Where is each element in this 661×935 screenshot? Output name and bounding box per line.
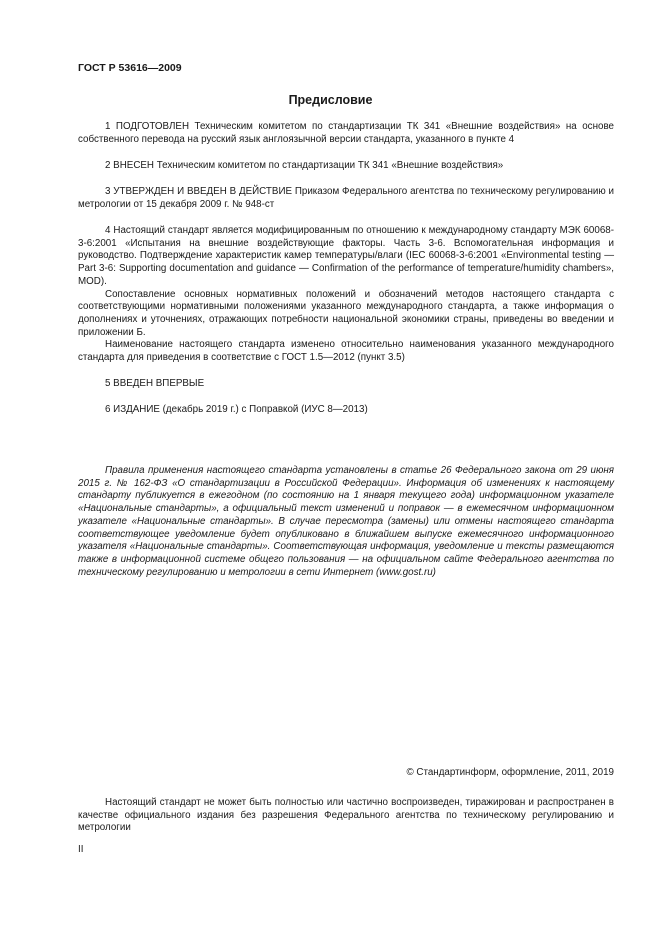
document-code: ГОСТ Р 53616—2009 [78,62,182,74]
paragraph-1: 1 ПОДГОТОВЛЕН Техническим комитетом по стандартизации ТК 341 «Внешние воздействия» на основе собственного перевода на русский язык англоязычной версии стандарта, указанного в пункте 4 [78,121,614,145]
page-title: Предисловие [288,93,373,107]
copyright-line: © Стандартинформ, оформление, 2011, 2019 [406,767,614,778]
page-number: II [78,844,84,855]
paragraph-3: 3 УТВЕРЖДЕН И ВВЕДЕН В ДЕЙСТВИЕ Приказом Федерального агентства по техническому регулированию и метрологии от 15 декабря 2009 г. № 948-ст [78,186,614,210]
paragraph-5: 5 ВВЕДЕН ВПЕРВЫЕ [105,378,205,390]
paragraph-6: 6 ИЗДАНИЕ (декабрь 2019 г.) с Поправкой (ИУС 8—2013) [105,404,368,416]
paragraph-4-comparison: Сопоставление основных нормативных положений и обозначений методов настоящего стандарта с соответствующими нормативными положениями указанного международного стандарта, а также информация о дополнениях и уточнениях, отражающих потребности национальной экономики страны, приведены во введении и приложении Б. [78,288,614,338]
foreword-body [78,121,614,417]
paragraph-2: 2 ВНЕСЕН Техническим комитетом по стандартизации ТК 341 «Внешние воздействия» [105,159,504,171]
application-rules-notice: Правила применения настоящего стандарта установлены в статье 26 Федерального закона от 29 июня 2015 г. № 162-ФЗ «О стандартизации в Российской Федерации». Информация об изменениях к настоящему стандарту публикуется в ежегодном (по состоянию на 1 января текущего года) информационном указателе «Национальные стандарты», а официальный текст изменений и поправок — в ежемесячном информационном указателе «Национальные стандарты». В случае пересмотра (замены) или отмены настоящего стандарта соответствующее уведомление будет опубликовано в ближайшем выпуске ежемесячного информационного указателя «Национальные стандарты». Соответствующая информация, уведомление и тексты размещаются также в информационной системе общего пользования — на официальном сайте Федерального агентства по техническому регулированию и метрологии в сети Интернет (www.gost.ru) [78,465,614,578]
reprint-restriction: Настоящий стандарт не может быть полностью или частично воспроизведен, тиражирован и распространен в качестве официального издания без разрешения Федерального агентства по техническому регулированию и метрологии [78,797,614,834]
paragraph-4: 4 Настоящий стандарт является модифицированным по отношению к международному стандарту МЭК 60068-3-6:2001 «Испытания на внешние воздействующие факторы. Часть 3-6. Вспомогательная информация и руководство. Подтверждение характеристик камер температуры/влаги (IEC 60068-3-6:2001 «Environmental testing — Part 3-6: Supporting documentation and guidance — Confirmation of the performance of temperature/humidity chambers», MOD). [78,225,614,287]
paragraph-4-naming: Наименование настоящего стандарта изменено относительно наименования указанного международного стандарта для приведения в соответствие с ГОСТ 1.5—2012 (пункт 3.5) [78,339,614,364]
